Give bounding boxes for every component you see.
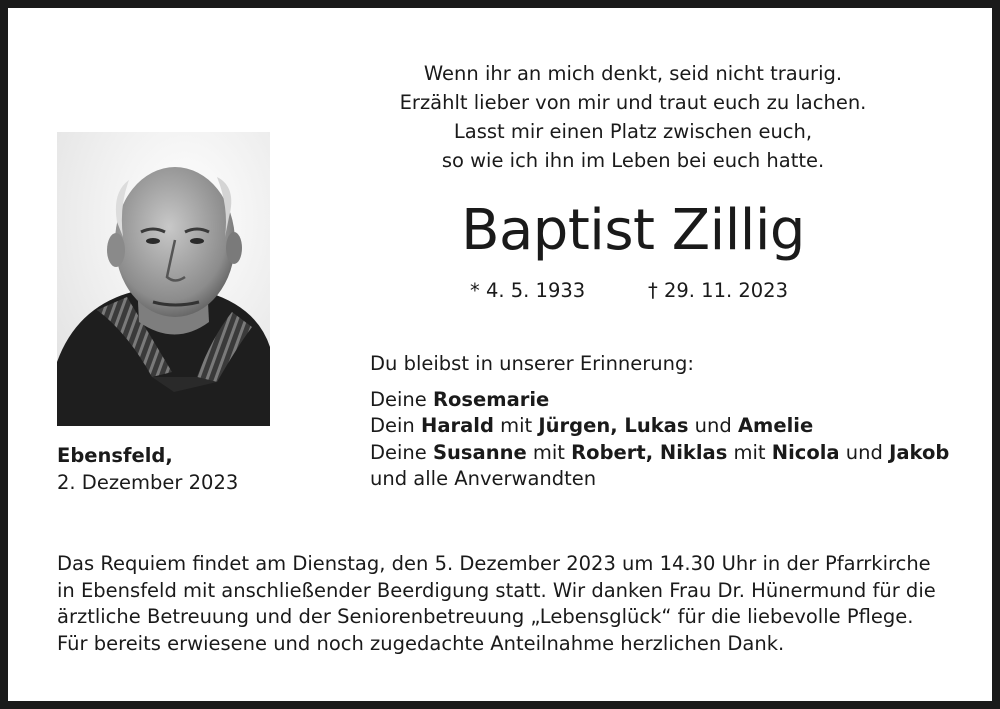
mourners-intro: Du bleibst in unserer Erinnerung: xyxy=(370,352,694,375)
notice-line: in Ebensfeld mit anschließender Beerdigung statt. Wir danken Frau Dr. Hünermund für die xyxy=(57,578,936,602)
mourner-text: mit xyxy=(493,414,539,437)
mourner-line: und alle Anverwandten xyxy=(370,467,597,490)
poem-line: Wenn ihr an mich denkt, seid nicht traurig. xyxy=(423,62,843,85)
mourner-name: Harald xyxy=(421,414,494,437)
notice-line: Das Requiem findet am Dienstag, den 5. Dezember 2023 um 14.30 Uhr in der Pfarrkirche xyxy=(57,552,931,575)
funeral-notice xyxy=(57,551,947,657)
place-date: 2. Dezember 2023 xyxy=(57,471,239,494)
mourner-name: Susanne xyxy=(433,440,527,464)
mourner-text: mit xyxy=(727,440,772,464)
poem-line: Lasst mir einen Platz zwischen euch, xyxy=(453,120,813,143)
mourner-text: und xyxy=(839,440,890,464)
notice-line: Für bereits erwiesene und noch zugedachte Anteilnahme herzlichen Dank. xyxy=(57,631,785,655)
notice-line: ärztliche Betreuung und der Seniorenbetreuung „Lebensglück“ für die liebevolle Pflege. xyxy=(57,605,914,628)
memorial-poem xyxy=(338,59,928,175)
mourner-line xyxy=(370,387,949,414)
mourner-name: Rosemarie xyxy=(433,387,550,411)
mourner-text: und xyxy=(688,414,738,437)
obituary-card xyxy=(8,8,992,701)
mourner-name: Nicola xyxy=(771,440,840,464)
mourner-text: Deine xyxy=(370,440,433,464)
poem-line: so wie ich ihn im Leben bei euch hatte. xyxy=(441,149,825,172)
mourner-text: mit xyxy=(526,440,572,464)
mourner-name: Amelie xyxy=(737,414,814,437)
mourner-line xyxy=(370,440,949,467)
mourner-text: Deine xyxy=(370,387,433,411)
mourner-text: Dein xyxy=(370,414,421,437)
mourner-name: Robert, Niklas xyxy=(571,440,728,464)
mourner-name: Jakob xyxy=(889,440,950,464)
poem-line: Erzählt lieber von mir und traut euch zu lachen. xyxy=(399,91,867,114)
place-and-date xyxy=(57,442,238,496)
mourner-line xyxy=(370,413,949,440)
mourner-name: Jürgen, Lukas xyxy=(538,414,689,437)
deceased-name: Baptist Zillig xyxy=(461,198,805,263)
place-town: Ebensfeld, xyxy=(57,444,173,467)
mourners-list xyxy=(370,351,949,493)
death-date: † 29. 11. 2023 xyxy=(648,279,788,302)
birth-date: * 4. 5. 1933 xyxy=(470,279,586,302)
portrait-photo xyxy=(57,132,270,426)
